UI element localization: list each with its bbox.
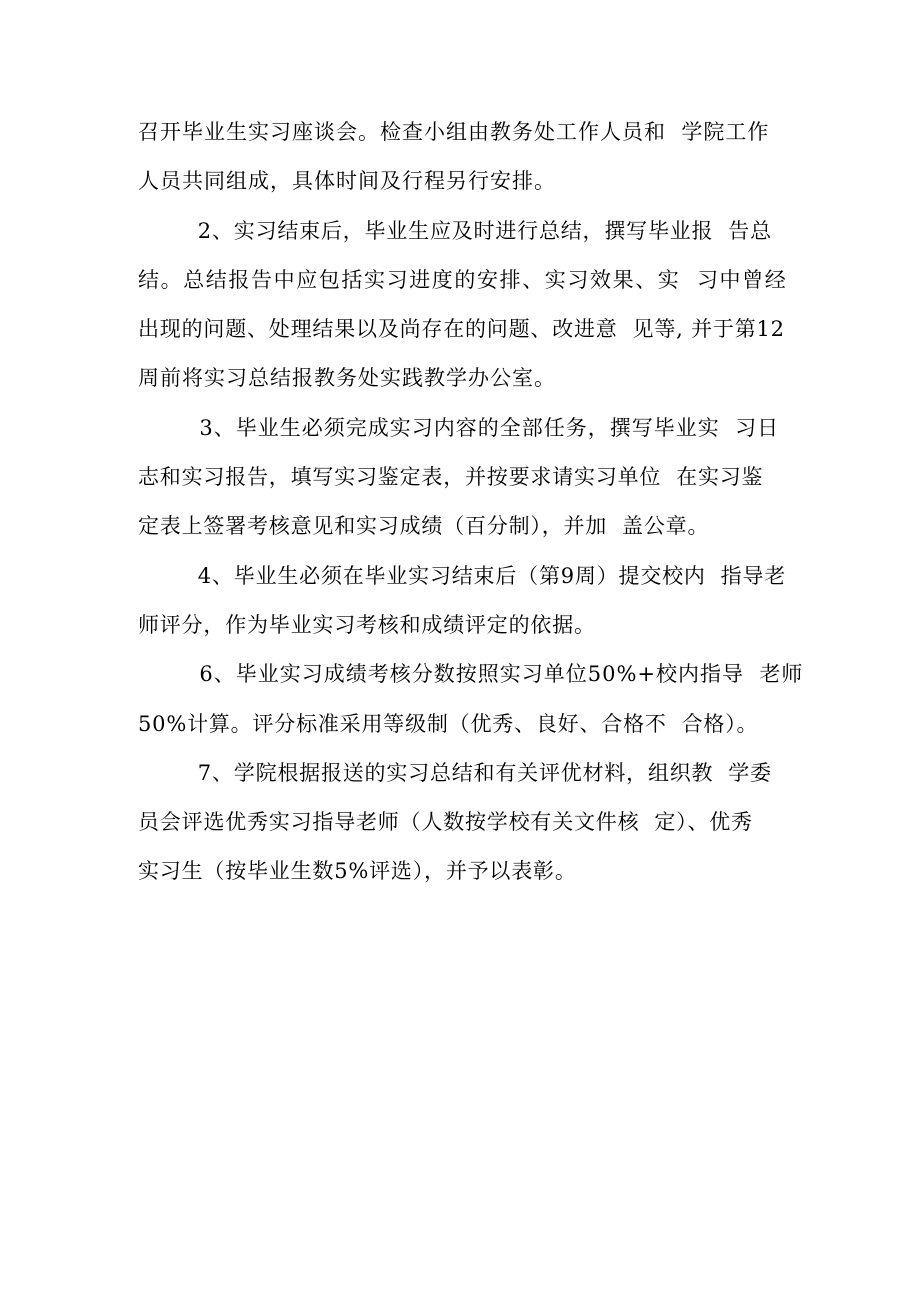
text-line: 2、实习结束后，毕业生应及时进行总结，撰写毕业报 告总 — [138, 218, 772, 243]
text-line: 出现的问题、处理结果以及尚存在的问题、改进意 见等, 并于第12 — [138, 317, 785, 342]
text-line: 3、毕业生必须完成实习内容的全部任务，撰写毕业实 习日 — [138, 415, 780, 440]
text-line: 实习生（按毕业生数5%评选），并予以表彰。 — [138, 859, 577, 884]
text-line: 50%计算。评分标准采用等级制（优秀、良好、合格不 合格）。 — [138, 711, 759, 736]
text-line: 4、毕业生必须在毕业实习结束后（第9周）提交校内 指导老 — [138, 563, 787, 588]
document-page — [138, 108, 804, 897]
text-line: 结。总结报告中应包括实习进度的安排、实习效果、实 习中曾经 — [138, 267, 788, 292]
text-line: 师评分，作为毕业实习考核和成绩评定的依据。 — [138, 612, 596, 637]
text-line: 志和实习报告，填写实习鉴定表，并按要求请实习单位 在实习鉴 — [138, 465, 764, 490]
text-line: 召开毕业生实习座谈会。检查小组由教务处工作人员和 学院工作 — [138, 120, 770, 144]
text-line: 周前将实习总结报教务处实践教学办公室。 — [138, 366, 556, 391]
text-line: 定表上签署考核意见和实习成绩（百分制），并加 盖公章。 — [138, 514, 710, 539]
text-line: 人员共同组成，具体时间及行程另行安排。 — [138, 169, 556, 194]
text-line: 员会评选优秀实习指导老师（人数按学校有关文件核 定）、优秀 — [138, 810, 753, 835]
text-line: 7、学院根据报送的实习总结和有关评优材料，组织教 学委 — [138, 760, 772, 785]
text-line: 6、毕业实习成绩考核分数按照实习单位50%+校内指导 老师 — [138, 662, 804, 687]
